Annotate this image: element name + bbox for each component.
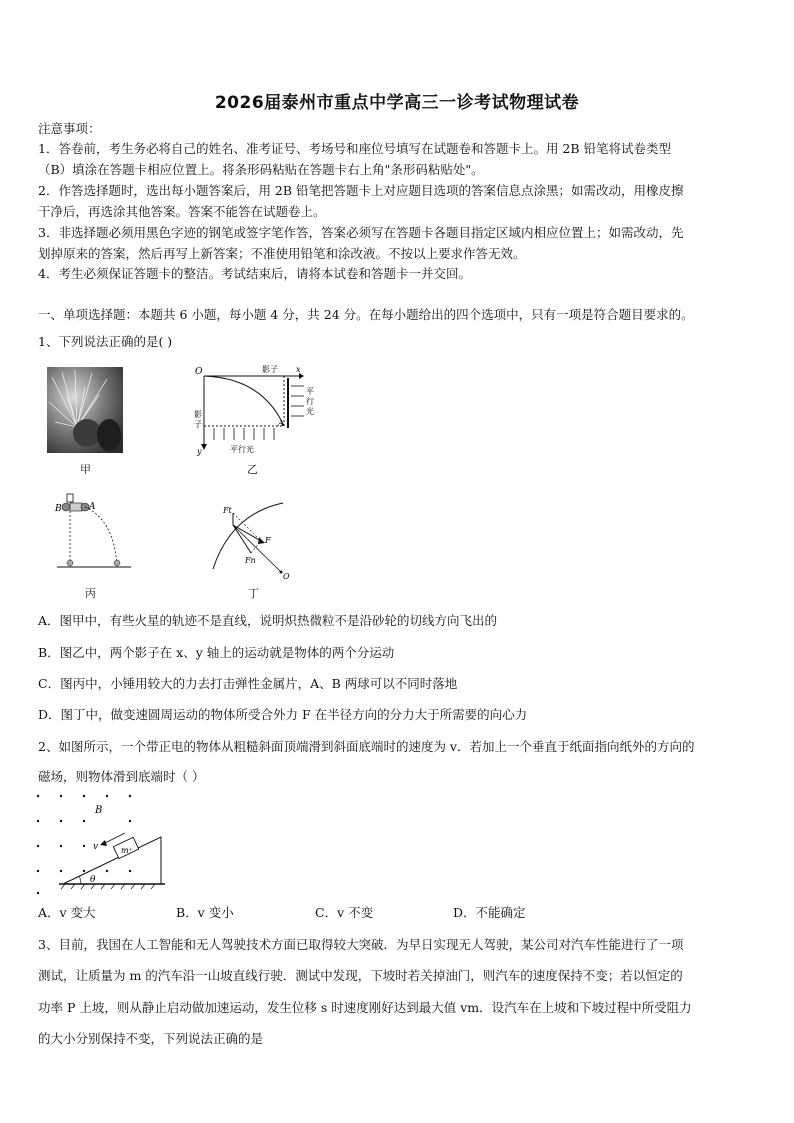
question-2-incline-diagram [33, 789, 173, 899]
figure-c-label: 丙 [85, 587, 96, 600]
section-heading: 一、单项选择题：本题共 6 小题，每小题 4 分，共 24 分。在每小题给出的四个选项中，只有一项是符合题目要求的。 [38, 307, 694, 322]
q2-option-a[interactable]: A．v 变大 [38, 905, 96, 920]
notice-line: 3．非选择题必须用黑色字迹的钢笔或签字笔作答，答案必须写在答题卡各题目指定区域内相应位置上；如需改动，先 [38, 225, 684, 240]
question-3-line: 的大小分别保持不变，下列说法正确的是 [38, 1031, 264, 1046]
point-a-label: A [278, 419, 284, 428]
notice-line: （B）填涂在答题卡相应位置上。将条形码粘贴在答题卡右上角"条形码粘贴处"。 [38, 162, 484, 177]
parallel-light-right-2: 行 [306, 397, 314, 406]
ball-b-label: B [55, 504, 62, 514]
page-title: 2026届泰州市重点中学高三一诊考试物理试卷 [214, 93, 580, 113]
figure-a-sparks-photo [47, 367, 123, 453]
net-force-label: F [265, 536, 271, 545]
normal-force-label: Fn [245, 556, 256, 565]
shadow-top-label: 影子 [262, 365, 278, 374]
parallel-light-right-3: 光 [306, 407, 314, 416]
angle-label: θ [90, 875, 96, 885]
question-3-line: 3、目前，我国在人工智能和无人驾驶技术方面已取得较大突破．为早日实现无人驾驶，某公司对汽车性能进行了一项 [38, 937, 684, 952]
question-3-line: 功率 P 上坡，则从静止启动做加速运动，发生位移 s 时速度刚好达到最大值 vm．设汽车在上坡和下坡过程中所受阻力 [38, 1000, 692, 1015]
q1-option-b[interactable]: B．图乙中，两个影子在 x、y 轴上的运动就是物体的两个分运动 [38, 645, 395, 660]
q2-option-b[interactable]: B．v 变小 [176, 905, 234, 920]
q1-option-c[interactable]: C．图丙中，小锤用较大的力去打击弹性金属片，A、B 两球可以不同时落地 [38, 676, 458, 691]
notice-line: 4．考生必须保证答题卡的整洁。考试结束后，请将本试卷和答题卡一并交回。 [38, 266, 471, 281]
center-o-label: O [283, 572, 290, 581]
figure-d-label: 丁 [248, 587, 259, 600]
figure-b-label: 乙 [247, 463, 258, 476]
question-3-line: 测试，让质量为 m 的汽车沿一山坡直线行驶．测试中发现，下坡时若关掉油门，则汽车的速度保持不变；若以恒定的 [38, 968, 683, 983]
notice-line: 2．作答选择题时，选出每小题答案后，用 2B 铅笔把答题卡上对应题目选项的答案信息点涂黑；如需改动，用橡皮擦 [38, 183, 684, 198]
shadow-left-label-2: 子 [194, 420, 202, 429]
velocity-label: v [93, 842, 99, 852]
figure-a-label: 甲 [80, 463, 91, 476]
figure-c-falling-balls [55, 489, 135, 571]
origin-label: O [195, 367, 203, 377]
parallel-light-bottom: 平行光 [230, 445, 254, 454]
ball-a-label: A [89, 502, 96, 512]
question-2-stem: 2、如图所示，一个带正电的物体从粗糙斜面顶端滑到斜面底端时的速度为 v．若加上一个垂直于纸面指向纸外的方向的 [38, 739, 695, 754]
x-axis-label: x [296, 365, 301, 374]
figure-d-force-diagram [203, 499, 295, 581]
shadow-left-label: 影 [194, 410, 202, 419]
question-2-stem-cont: 磁场，则物体滑到底端时（ ） [38, 769, 205, 784]
figure-b-shadow-diagram [192, 364, 322, 456]
tangential-force-label: Ft [223, 506, 232, 515]
q2-option-c[interactable]: C．v 不变 [315, 905, 374, 920]
y-axis-label: y [197, 447, 202, 456]
notice-line: 干净后，再选涂其他答案。答案不能答在试题卷上。 [38, 204, 326, 219]
mass-label: m⁺ [121, 846, 133, 855]
magnetic-field-label: B [95, 805, 103, 816]
question-1-stem: 1、下列说法正确的是( ) [38, 334, 173, 349]
q1-option-a[interactable]: A．图甲中，有些火星的轨迹不是直线，说明炽热微粒不是沿砂轮的切线方向飞出的 [38, 613, 498, 628]
notice-heading: 注意事项： [38, 121, 101, 136]
q2-option-d[interactable]: D．不能确定 [453, 905, 526, 920]
q1-option-d[interactable]: D．图丁中，做变速圆周运动的物体所受合外力 F 在半径方向的分力大于所需要的向心力 [38, 707, 528, 722]
parallel-light-right-1: 平 [306, 387, 314, 396]
notice-line: 划掉原来的答案，然后再写上新答案；不准使用铅笔和涂改液。不按以上要求作答无效。 [38, 246, 526, 261]
notice-line: 1．答卷前，考生务必将自己的姓名、准考证号、考场号和座位号填写在试题卷和答题卡上。用 2B 铅笔将试卷类型 [38, 141, 672, 156]
